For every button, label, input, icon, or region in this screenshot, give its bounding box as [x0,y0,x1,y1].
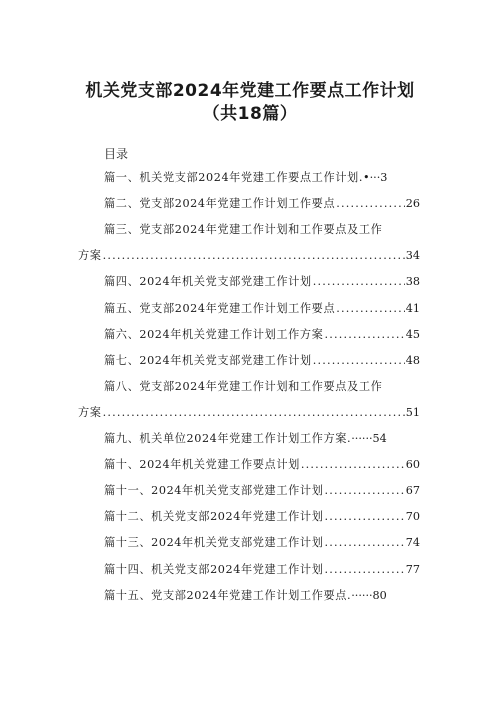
toc-entry[interactable] [104,353,420,369]
toc-page-number: 41 [405,301,420,315]
toc-dot-leader [336,301,404,317]
toc-entry-continuation[interactable] [78,248,420,264]
toc-dot-leader [324,509,404,525]
toc-dot-leader [103,405,405,421]
toc-entry-title: 篇十四、机关党支部2024年党建工作计划 [104,562,324,576]
toc-entry[interactable] [104,588,420,604]
toc-entry[interactable] [104,535,420,551]
toc-page-number: 77 [405,562,420,576]
toc-dot-leader [336,196,404,212]
toc-dot-leader [324,562,404,578]
toc-dot-leader [103,248,405,264]
toc-page-number: ······54 [351,432,387,445]
toc-entry[interactable] [104,562,420,578]
toc-page-number: 48 [405,353,420,367]
toc-entry[interactable] [104,222,420,238]
toc-page-number: ······80 [351,588,387,602]
toc-entry-title: 篇一、机关党支部2024年党建工作要点工作计划. [104,171,363,184]
toc-entry-title: 篇五、党支部2024年党建工作计划工作要点 [104,301,336,315]
toc-dot-leader [324,483,404,499]
toc-entry-title: 篇六、2024年机关党建工作计划工作方案 [104,327,324,341]
toc-page-number: 26 [405,197,420,211]
toc-entry-title: 篇四、2024年机关党支部党建工作计划 [104,275,312,289]
toc-dot-leader [324,535,404,551]
toc-dot-leader [313,353,405,369]
toc-entry-title: 篇十、2024年机关党建工作要点计划 [104,458,300,472]
toc-entry[interactable] [104,509,420,525]
toc-entry-title: 篇九、机关单位2024年党建工作计划工作方案. [104,432,352,445]
toc-entry[interactable] [104,483,420,499]
toc-page-number: 34 [405,249,420,263]
toc-page-number: 60 [405,458,420,472]
toc-entry[interactable] [104,301,420,317]
toc-entry-continuation[interactable] [78,405,420,421]
toc-dot-leader [313,274,405,290]
toc-entry[interactable] [104,431,420,447]
toc-dot-leader [324,327,404,343]
toc-entry-title: 篇三、党支部2024年党建工作计划和工作要点及工作 [104,223,383,237]
toc-entry-title: 篇七、2024年机关党支部党建工作计划 [104,353,312,367]
document-title: 机关党支部2024年党建工作要点工作计划 [85,81,415,101]
toc-page-number: 74 [405,536,420,550]
toc-entry[interactable] [104,196,420,212]
toc-page-number: 67 [405,484,420,498]
toc-entry[interactable] [104,457,420,473]
toc-entry[interactable] [104,274,420,290]
toc-entry-title: 篇八、党支部2024年党建工作计划和工作要点及工作 [104,379,383,393]
toc-page-number: 51 [405,405,420,419]
toc-entry-title: 方案 [78,249,102,263]
toc-page-number: 38 [405,275,420,289]
toc-dot-leader [301,457,405,473]
document-subtitle-count: （共18篇） [202,104,298,124]
toc-heading: 目录 [104,147,129,161]
toc-page-number: 45 [405,327,420,341]
toc-entry[interactable] [104,170,420,186]
toc-page-number: •···3 [363,171,388,184]
toc-page-number: 70 [405,510,420,524]
toc-entry[interactable] [104,327,420,343]
toc-entry-title: 篇二、党支部2024年党建工作计划工作要点 [104,197,336,211]
toc-entry-title: 篇十一、2024年机关党支部党建工作计划 [104,484,324,498]
toc-entry-title: 篇十二、机关党支部2024年党建工作计划 [104,510,324,524]
toc-entry-title: 篇十五、党支部2024年党建工作计划工作要点. [104,588,352,602]
toc-entry[interactable] [104,379,420,395]
toc-entry-title: 篇十三、2024年机关党支部党建工作计划 [104,536,324,550]
toc-entry-title: 方案 [78,405,102,419]
